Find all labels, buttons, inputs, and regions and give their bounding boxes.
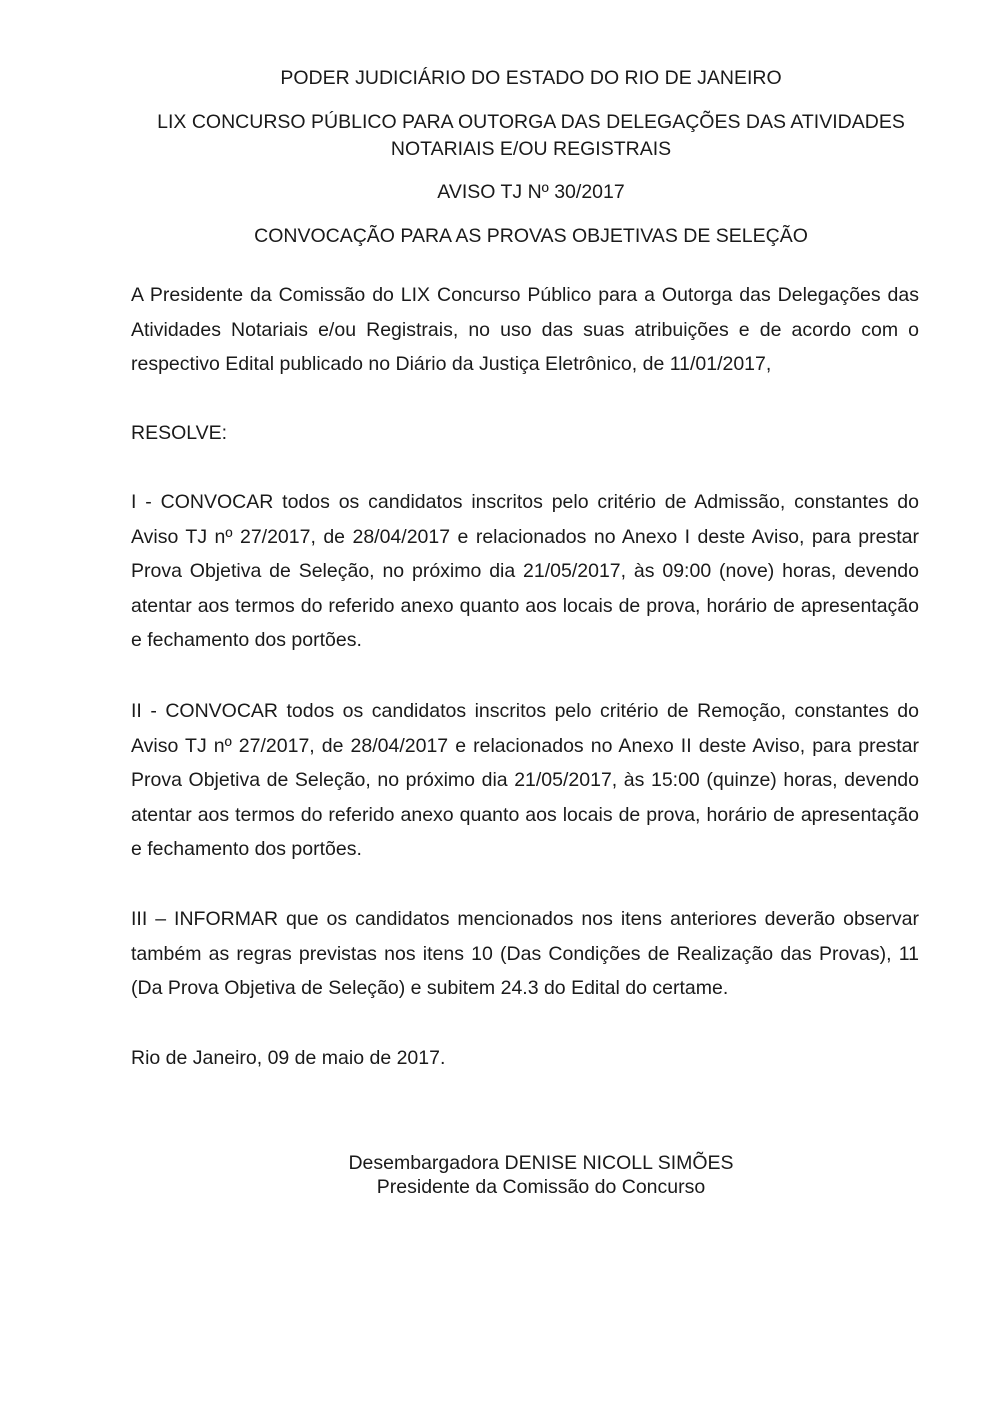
resolve-label: RESOLVE: bbox=[131, 422, 228, 444]
contest-heading bbox=[31, 109, 1000, 163]
item-i-paragraph: I - CONVOCAR todos os candidatos inscritos pelo critério de Admissão, constantes do Aviso TJ nº 27/2017, de 28/04/2017 e relacionados no Anexo I deste Aviso, para prestar Prova Objetiva de Seleção, no próximo dia 21/05/2017, às 09:00 (nove) horas, devendo atentar aos termos do referido anexo quanto aos locais de prova, horário de apresentação e fechamento dos portões. bbox=[131, 491, 919, 651]
signatory-role: Presidente da Comissão do Concurso bbox=[376, 1176, 706, 1198]
contest-heading-line1: LIX CONCURSO PÚBLICO PARA OUTORGA DAS DELEGAÇÕES DAS ATIVIDADES bbox=[157, 111, 905, 133]
place-date: Rio de Janeiro, 09 de maio de 2017. bbox=[131, 1047, 446, 1069]
contest-heading-line2: NOTARIAIS E/OU REGISTRAIS bbox=[390, 138, 672, 160]
item-ii-paragraph: II - CONVOCAR todos os candidatos inscritos pelo critério de Remoção, constantes do Aviso TJ nº 27/2017, de 28/04/2017 e relacionados no Anexo II deste Aviso, para prestar Prova Objetiva de Seleção, no próximo dia 21/05/2017, às 15:00 (quinze) horas, devendo atentar aos termos do referido anexo quanto aos locais de prova, horário de apresentação e fechamento dos portões. bbox=[131, 700, 919, 860]
intro-paragraph: A Presidente da Comissão do LIX Concurso Público para a Outorga das Delegações das Atividades Notariais e/ou Registrais, no uso das suas atribuições e de acordo com o respectivo Edital publicado no Diário da Justiça Eletrônico, de 11/01/2017, bbox=[131, 284, 919, 375]
signature-block bbox=[241, 1151, 841, 1199]
signatory-name: Desembargadora DENISE NICOLL SIMÕES bbox=[348, 1152, 734, 1174]
institution-heading: PODER JUDICIÁRIO DO ESTADO DO RIO DE JANEIRO bbox=[280, 67, 782, 89]
notice-subject: CONVOCAÇÃO PARA AS PROVAS OBJETIVAS DE SELEÇÃO bbox=[254, 225, 808, 247]
item-iii-paragraph: III – INFORMAR que os candidatos mencionados nos itens anteriores deverão observar também as regras previstas nos itens 10 (Das Condições de Realização das Provas), 11 (Da Prova Objetiva de Seleção) e subitem 24.3 do Edital do certame. bbox=[131, 908, 919, 999]
notice-number: AVISO TJ Nº 30/2017 bbox=[437, 181, 625, 203]
